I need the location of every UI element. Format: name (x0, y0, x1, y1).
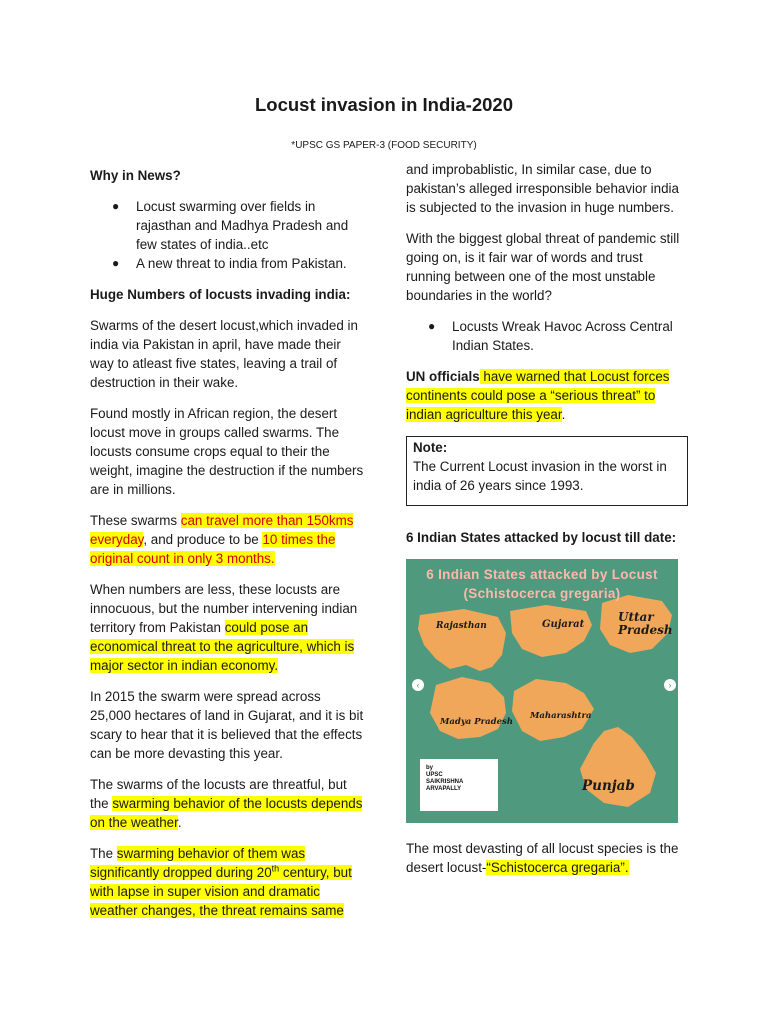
chevron-right-icon[interactable]: › (664, 679, 676, 691)
bullet-icon: ● (112, 199, 120, 213)
highlight-text: have warned that Locust forces continents could pose a “serious threat” to indian agriculture this year (406, 369, 670, 422)
states-map-image (406, 559, 678, 823)
paragraph: With the biggest global threat of pandemic still going on, is it fair war of words and trust running between one of the most unstable boundaries in the world? (406, 231, 680, 303)
list-item: ● A new threat to india from Pakistan. (112, 256, 347, 271)
paragraph: The swarms of the locusts are threatful, but the swarming behavior of the locusts depends on the weather. (90, 777, 363, 830)
paragraph: UN officials have warned that Locust forces continents could pose a “serious threat” to indian agriculture this year. (406, 369, 670, 422)
why-heading: Why in News? (90, 168, 181, 183)
chevron-left-icon[interactable]: ‹ (412, 679, 424, 691)
right-column (406, 162, 690, 889)
note-label: Note: (413, 440, 448, 455)
map-label-gujarat: Gujarat (542, 619, 585, 630)
highlight-text: “Schistocerca gregaria”. (486, 860, 629, 875)
map-title: 6 Indian States attacked by Locust (Schistocerca gregaria) (426, 567, 658, 601)
paragraph: Swarms of the desert locust,which invaded in india via Pakistan in april, have made their way to atleast five states, leaving a trail of destruction in their wake. (90, 318, 358, 390)
paragraph: Found mostly in African region, the desert locust move in groups called swarms. The locusts consume crops equal to their the weight, imagine the destruction if the numbers are in millions. (90, 406, 364, 497)
highlight-text: can travel more than 150kms everyday (90, 513, 354, 547)
paragraph: and improbablistic, In similar case, due to pakistan’s alleged irresponsible behavior india is subjected to the invasion in huge numbers. (406, 162, 679, 215)
highlight-text: could pose an economical threat to the agriculture, which is major sector in indian economy. (90, 620, 355, 673)
map-label-maharashtra: Maharashtra (530, 711, 592, 721)
paragraph: The swarming behavior of them was significantly dropped during 20th century, but with lapse in super vision and dramatic weather changes, the threat remains same (90, 846, 352, 918)
bullet-icon: ● (112, 256, 120, 270)
note-text: The Current Locust invasion in the worst in india of 26 years since 1993. (413, 459, 667, 493)
list-item: ● Locusts Wreak Havoc Across Central Indian States. (428, 319, 673, 353)
news-bullet-list (90, 197, 364, 273)
document-title: Locust invasion in India-2020 (254, 94, 514, 115)
un-officials-label: UN officials (406, 369, 480, 384)
map-label-madya-pradesh: Madya Pradesh (440, 717, 513, 727)
paragraph: When numbers are less, these locusts are innocuous, but the number intervening indian territory from Pakistan could pose an economical threat to the agriculture, which is major sector in indian economy. (90, 582, 358, 673)
map-label-punjab: Punjab (582, 778, 635, 794)
map-label-rajasthan: Rajasthan (436, 621, 487, 631)
note-box (406, 436, 688, 506)
bullet-icon: ● (428, 319, 436, 333)
states-heading: 6 Indian States attacked by locust till date: (406, 530, 677, 545)
list-item: ● Locust swarming over fields in rajasthan and Madhya Pradesh and few states of india..etc (112, 199, 349, 252)
map-credit: by UPSC SAIKRISHNA ARVAPALLY (420, 759, 498, 811)
highlight-text: swarming behavior of them was significantly dropped during 20th century, but with lapse in super vision and dramatic weather changes, the threat remains same (90, 846, 352, 918)
highlight-text: 10 times the original count in only 3 months. (90, 532, 336, 566)
document-subtitle: *UPSC GS PAPER-3 (FOOD SECURITY) (291, 140, 477, 151)
map-label-uttar-pradesh: Uttar Pradesh (618, 610, 673, 637)
paragraph: In 2015 the swarm were spread across 25,000 hectares of land in Gujarat, and it is bit scary to hear that it is believed that the effects can be more devasting this year. (90, 689, 364, 761)
huge-numbers-heading: Huge Numbers of locusts invading india: (90, 287, 351, 302)
left-column (90, 166, 364, 932)
paragraph: The most devasting of all locust species is the desert locust-“Schistocerca gregaria”. (406, 841, 679, 875)
paragraph: These swarms can travel more than 150kms everyday, and produce to be 10 times the original count in only 3 months. (90, 513, 354, 566)
havoc-bullet-list (406, 317, 690, 355)
highlight-text: swarming behavior of the locusts depends on the weather (90, 796, 363, 830)
